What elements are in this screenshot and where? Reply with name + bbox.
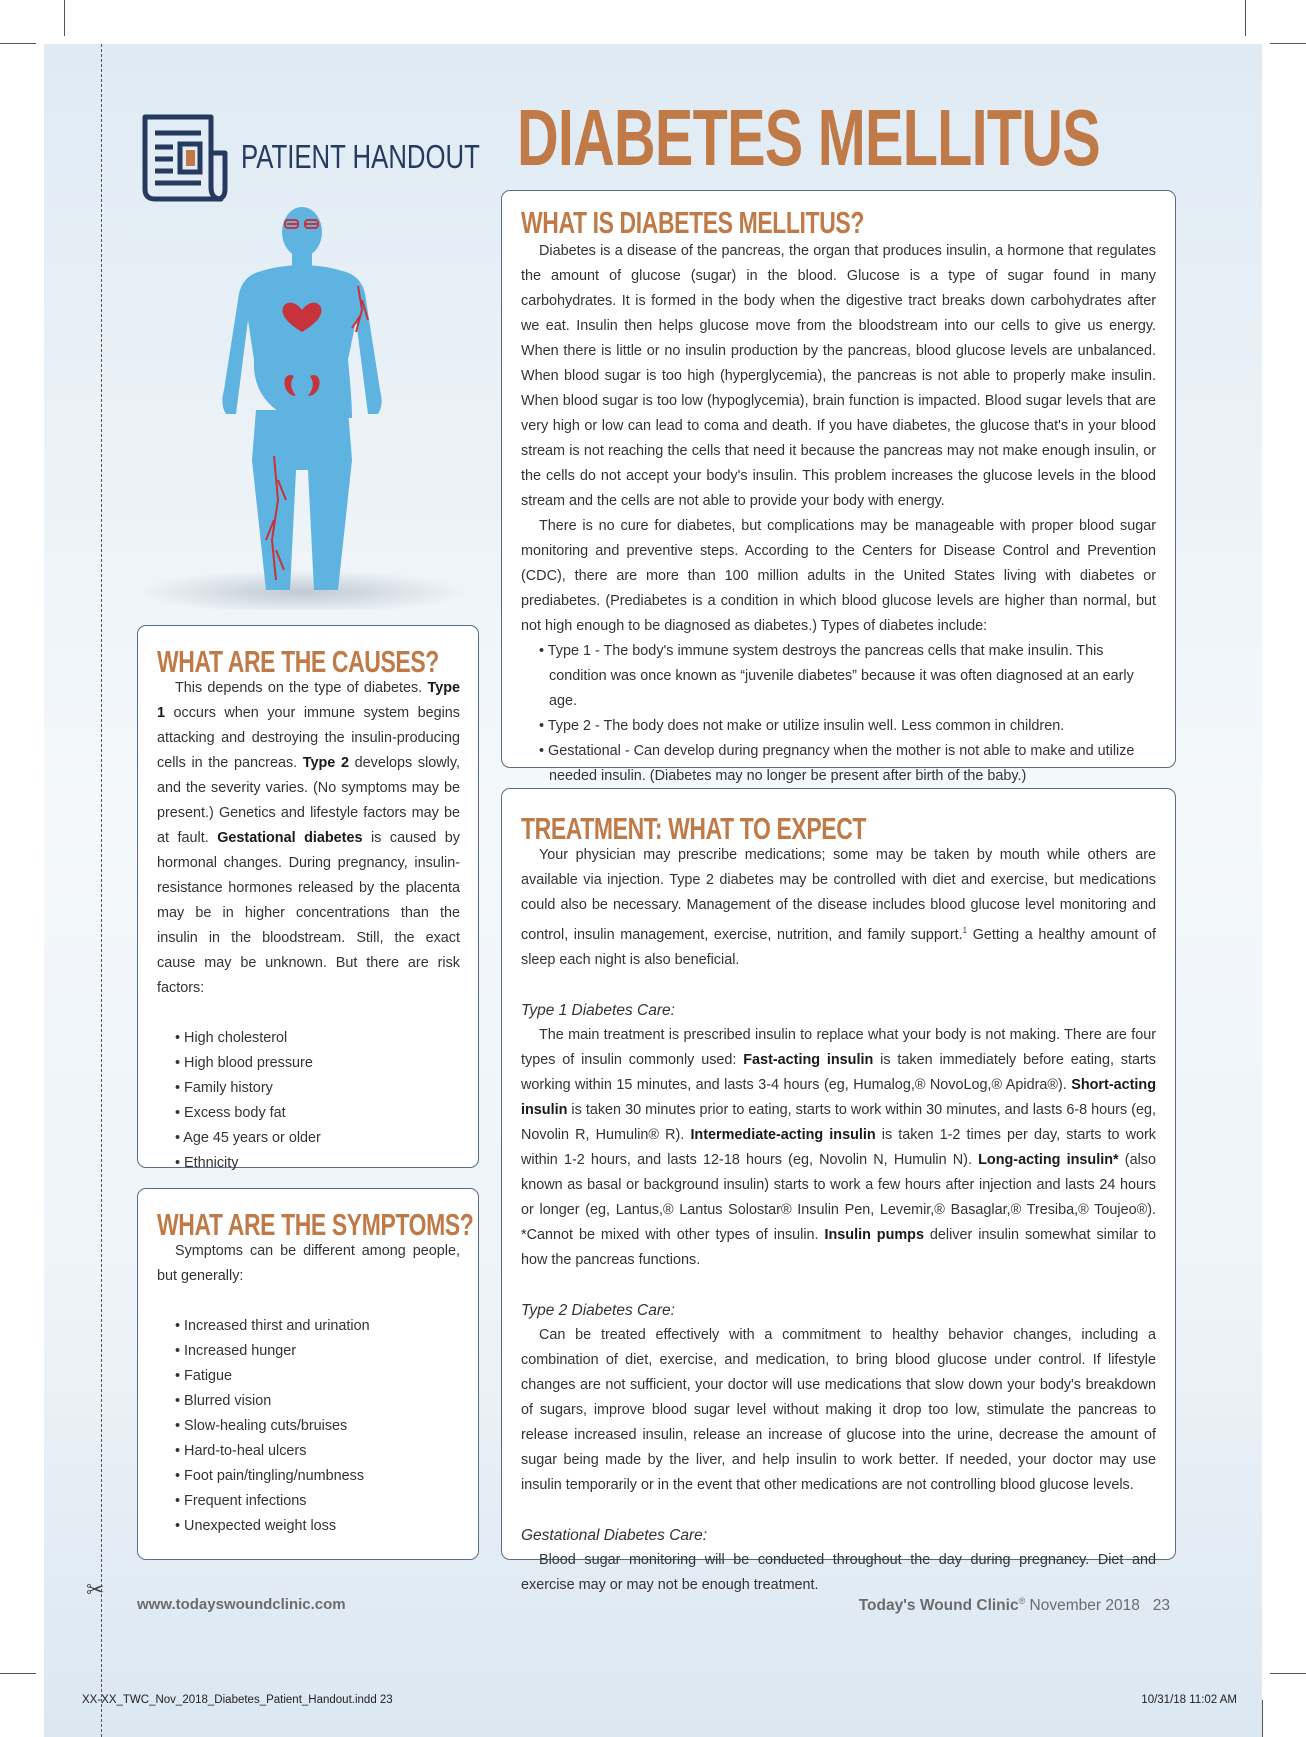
insulin-pumps-label: Insulin pumps	[824, 1226, 924, 1243]
causes-paragraph	[157, 676, 460, 1001]
crop-mark	[64, 0, 65, 36]
type1-care-title: Type 1 Diabetes Care:	[521, 1001, 675, 1019]
crop-mark	[1262, 1700, 1263, 1737]
crop-mark	[1270, 1673, 1306, 1674]
crop-mark	[1245, 0, 1246, 36]
list-item: • Ethnicity	[175, 1151, 460, 1176]
list-item: • Hard-to-heal ulcers	[175, 1439, 460, 1464]
page-number: 23	[1152, 1597, 1170, 1615]
what-is-heading: WHAT IS DIABETES MELLITUS?	[521, 205, 864, 240]
causes-heading: WHAT ARE THE CAUSES?	[157, 644, 439, 679]
list-item: • High cholesterol	[175, 1026, 460, 1051]
type1-care-paragraph	[521, 1023, 1156, 1273]
scissors-icon: ✂	[86, 1578, 105, 1603]
long-acting-label: Long-acting insulin*	[978, 1151, 1119, 1168]
list-item: • Age 45 years or older	[175, 1126, 460, 1151]
treatment-section	[501, 788, 1176, 1593]
list-item: • Frequent infections	[175, 1489, 460, 1514]
causes-text: develops slowly, and the severity varies. (No symptoms may be present.) Genetics and lifestyle factors may be at fault.	[157, 755, 460, 846]
gestational-care-title: Gestational Diabetes Care:	[521, 1526, 708, 1544]
intermediate-acting-label: Intermediate-acting insulin	[690, 1126, 876, 1143]
gestational-label: Gestational diabetes	[217, 830, 363, 846]
list-item: • Gestational - Can develop during pregnancy when the mother is not able to make and utilize needed insulin. (Diabetes may no longer be present after birth of the baby.)	[539, 739, 1156, 789]
type1-text: is taken immediately before eating, starts working within 15 minutes, and lasts 3-4 hours (eg, Humalog,® NovoLog,® Apidra®).	[521, 1051, 1156, 1093]
causes-text: occurs when your immune system begins attacking and destroying the insulin-producing cells in the pancreas.	[157, 705, 460, 771]
crop-mark	[0, 1673, 36, 1674]
treatment-intro-text: Your physician may prescribe medications; some may be taken by mouth while others are available via injection. Type 2 diabetes may be controlled with diet and exercise, but medications could also be necessary. Management of the disease includes blood glucose level monitoring and control, insulin management, exercise, nutrition, and family support.	[521, 847, 1156, 943]
treatment-intro-text: Getting a healthy amount of sleep each night is also beneficial.	[521, 926, 1156, 968]
type2-label: Type 2	[302, 755, 349, 771]
symptoms-section	[137, 1188, 479, 1560]
list-item: • Slow-healing cuts/bruises	[175, 1414, 460, 1439]
risk-factors-list	[157, 1026, 460, 1176]
page-title: DIABETES MELLITUS	[517, 93, 1100, 182]
registered-mark: ®	[1018, 1596, 1026, 1606]
page-footer	[859, 1596, 1170, 1615]
list-item: • Unexpected weight loss	[175, 1514, 460, 1539]
type1-text: The main treatment is prescribed insulin to replace what your body is not making. There are four types of insulin commonly used:	[521, 1026, 1156, 1068]
causes-text: This depends on the type of diabetes.	[175, 680, 428, 696]
cut-line	[101, 44, 102, 1737]
issue-date: November 2018	[1029, 1597, 1140, 1615]
list-item: • Family history	[175, 1076, 460, 1101]
list-item: • High blood pressure	[175, 1051, 460, 1076]
causes-section	[137, 625, 479, 1171]
magazine-name: Today's Wound Clinic	[858, 1597, 1019, 1615]
file-slug: XX-XX_TWC_Nov_2018_Diabetes_Patient_Handout.indd 23	[82, 1694, 393, 1706]
what-is-paragraph-2: There is no cure for diabetes, but complications may be manageable with proper blood sugar monitoring and preventive steps. According to the Centers for Disease Control and Prevention (CDC), there are more than 100 million adults in the United States living with diabetes or prediabetes. (Prediabetes is a condition in which blood glucose levels are higher than normal, but not high enough to be diagnosed as diabetes.) Types of diabetes include:	[521, 518, 1156, 634]
what-is-paragraph-1: Diabetes is a disease of the pancreas, the organ that produces insulin, a hormone that regulates the amount of glucose (sugar) in the blood. Glucose is a type of sugar found in many carbohydrates. It is formed in the body when the digestive tract breaks down carbohydrates after we eat. Insulin then helps glucose move from the bloodstream into our cells to give us energy. When there is little or no insulin production by the pancreas, blood glucose levels are unbalanced. When blood sugar is too high (hyperglycemia), the pancreas is not able to properly make insulin. When blood sugar is too low (hypoglycemia), brain function is impacted. Blood sugar levels that are very high or low can lead to coma and death. If you have diabetes, the glucose that's in your blood stream is not reaching the cells that need it because the pancreas may not make enough insulin, or the cells do not accept your body's insulin. This problem increases the glucose levels in the blood stream and the cells are not able to provide your body with energy.	[521, 243, 1156, 509]
type1-text: is taken 30 minutes prior to eating, starts to work within 30 minutes, and lasts 6-8 hours (eg, Novolin R, Humulin® R).	[521, 1101, 1156, 1143]
type2-care-paragraph: Can be treated effectively with a commitment to healthy behavior changes, including a combination of diet, exercise, and medication, to bring blood glucose under control. If lifestyle changes are not sufficient, your doctor will use medications that slow down your body's breakdown of sugars, improve blood sugar level without making it drop too low, stimulate the pancreas to release increased insulin, release an increase of glucose into the urine, decrease the amount of sugar being made by the liver, and help insulin to work better. If needed, your doctor may use insulin temporarily or in the event that other medications are not controlling blood glucose levels.	[521, 1326, 1156, 1493]
type1-text: (also known as basal or background insulin) starts to work a few hours after injection and lasts 24 hours or longer (eg, Lantus,® Lantus Solostar® Insulin Pen, Levemir,® Basaglar,® Tresiba,® Toujeo®). *Cannot be mixed with other types of insulin.	[521, 1151, 1156, 1243]
list-item: • Fatigue	[175, 1364, 460, 1389]
crop-mark	[0, 43, 36, 44]
list-item: • Type 1 - The body's immune system destroys the pancreas cells that make insulin. This condition was once known as “juvenile diabetes” because it was often diagnosed at an early age.	[539, 639, 1156, 714]
symptoms-intro: Symptoms can be different among people, but generally:	[157, 1243, 460, 1284]
diabetes-types-list	[521, 639, 1156, 789]
gestational-care-paragraph: Blood sugar monitoring will be conducted throughout the day during pregnancy. Diet and exercise may or may not be enough treatment.	[521, 1551, 1156, 1593]
treatment-intro	[521, 843, 1156, 973]
short-acting-label: Short-acting insulin	[521, 1076, 1156, 1118]
list-item: • Type 2 - The body does not make or utilize insulin well. Less common in children.	[539, 714, 1156, 739]
website-link[interactable]: www.todayswoundclinic.com	[137, 1596, 346, 1613]
human-body-illustration	[130, 200, 480, 610]
type1-text: is taken 1-2 times per day, starts to work within 1-2 hours, and lasts 12-18 hours (eg, Novolin N, Humulin N).	[521, 1126, 1157, 1168]
reference-number: 1	[962, 926, 968, 935]
type2-care-title: Type 2 Diabetes Care:	[521, 1301, 675, 1319]
treatment-heading: TREATMENT: WHAT TO EXPECT	[521, 811, 867, 846]
causes-text: is caused by hormonal changes. During pregnancy, insulin-resistance hormones released by the placenta may be in higher concentrations than the insulin in the bloodstream. Still, the exact cause may be unknown. But there are risk factors:	[157, 830, 460, 996]
print-timestamp: 10/31/18 11:02 AM	[1141, 1694, 1237, 1706]
type1-text: deliver insulin somewhat similar to how the pancreas functions.	[521, 1226, 1157, 1268]
handout-document-icon	[137, 113, 230, 205]
symptoms-list	[157, 1314, 460, 1539]
symptoms-heading: WHAT ARE THE SYMPTOMS?	[157, 1207, 474, 1242]
list-item: • Foot pain/tingling/numbness	[175, 1464, 460, 1489]
handout-label: PATIENT HANDOUT	[241, 138, 480, 175]
fast-acting-label: Fast-acting insulin	[743, 1051, 874, 1068]
type1-label: Type 1	[157, 680, 460, 721]
what-is-section	[501, 190, 1176, 784]
list-item: • Increased thirst and urination	[175, 1314, 460, 1339]
list-item: • Excess body fat	[175, 1101, 460, 1126]
list-item: • Increased hunger	[175, 1339, 460, 1364]
list-item: • Blurred vision	[175, 1389, 460, 1414]
crop-mark	[1270, 43, 1306, 44]
